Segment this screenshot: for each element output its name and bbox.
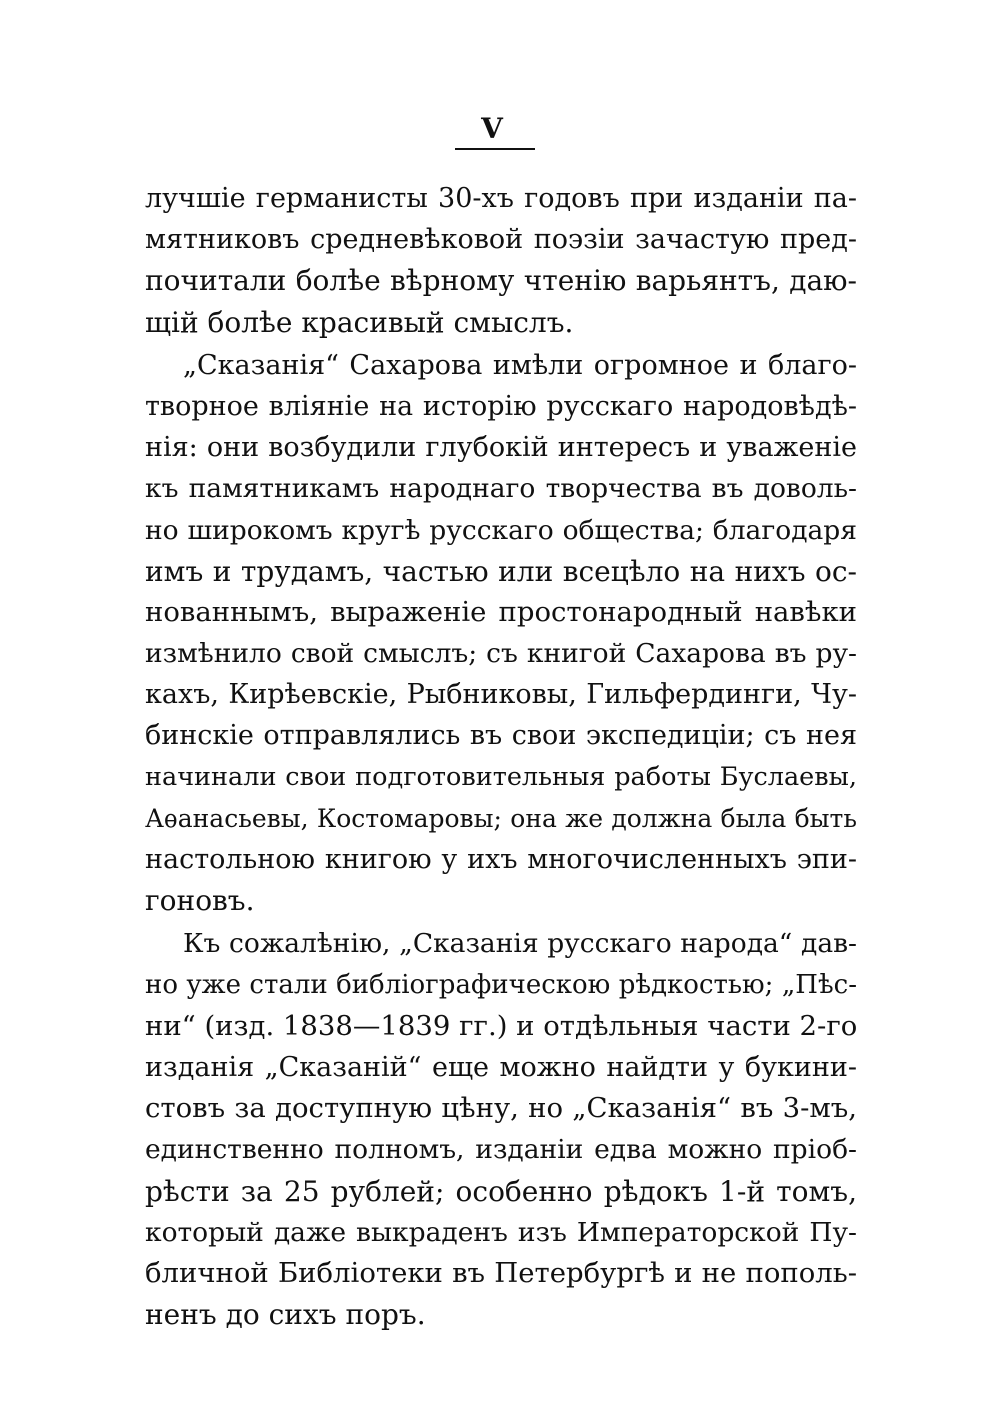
text-line: изданія „Сказаній“ еще можно найдти у букини- xyxy=(145,1051,857,1083)
paragraph xyxy=(145,178,857,343)
text-line: бинскіе отправлялись въ свои экспедиціи; съ нея xyxy=(145,720,857,752)
text-line: имъ и трудамъ, частью или всецѣло на нихъ ос- xyxy=(145,554,857,588)
text-line: нія: они возбудили глубокій интересъ и уваженіе xyxy=(145,432,857,464)
page-number xyxy=(0,112,1000,145)
text-line: щій болѣе красивый смыслъ. xyxy=(145,305,574,339)
text-line: измѣнило свой смыслъ; съ книгой Сахарова въ ру- xyxy=(145,638,857,670)
text-line: настольною книгою у ихъ многочисленныхъ эпи- xyxy=(145,844,857,875)
text-line: ни“ (изд. 1838—1839 гг.) и отдѣльныя части 2-го xyxy=(145,1009,857,1042)
header-rule xyxy=(455,148,535,150)
text-line: творное вліяніе на исторію русскаго народовѣдѣ- xyxy=(145,390,857,422)
body-text xyxy=(145,178,857,1335)
text-line: бличной Библіотеки въ Петербургѣ и не пополь- xyxy=(145,1256,857,1289)
text-line: Аѳанасьевы, Костомаровы; она же должна была быть xyxy=(145,803,857,833)
text-line: стовъ за доступную цѣну, но „Сказанія“ въ 3-мъ, xyxy=(145,1092,857,1125)
text-line: гоновъ. xyxy=(145,884,255,918)
text-line: почитали болѣе вѣрному чтенію варьянтъ, даю- xyxy=(145,264,857,298)
paragraph xyxy=(145,923,857,1335)
text-line: Къ сожалѣнію, „Сказанія русскаго народа“ дав- xyxy=(183,928,857,960)
text-line: начинали свои подготовительныя работы Буслаевы, xyxy=(145,761,857,792)
text-line: кахъ, Кирѣевскіе, Рыбниковы, Гильфердинги, Чу- xyxy=(145,679,857,711)
text-line: нованнымъ, выраженіе простонародный навѣки xyxy=(145,595,857,628)
text-line: лучшіе германисты 30-хъ годовъ при изданіи па- xyxy=(145,183,857,214)
text-line: рѣсти за 25 рублей; особенно рѣдокъ 1-й томъ, xyxy=(145,1174,857,1208)
text-line: къ памятникамъ народнаго творчества въ доволь- xyxy=(145,473,857,505)
text-line: „Сказанія“ Сахарова имѣли огромное и благо- xyxy=(183,349,857,381)
text-line: но широкомъ кругѣ русскаго общества; благодаря xyxy=(145,514,857,546)
page-number-text: V xyxy=(481,112,503,145)
text-line: мятниковъ средневѣковой поэзіи зачастую пред- xyxy=(145,224,857,256)
text-line: который даже выкраденъ изъ Императорской Пу- xyxy=(145,1216,857,1248)
paragraph xyxy=(145,345,857,922)
text-line: но уже стали библіографическою рѣдкостью; „Пѣс- xyxy=(145,969,857,1000)
text-line: единственно полномъ, изданіи едва можно пріоб- xyxy=(145,1134,857,1166)
text-line: ненъ до сихъ поръ. xyxy=(145,1298,426,1332)
